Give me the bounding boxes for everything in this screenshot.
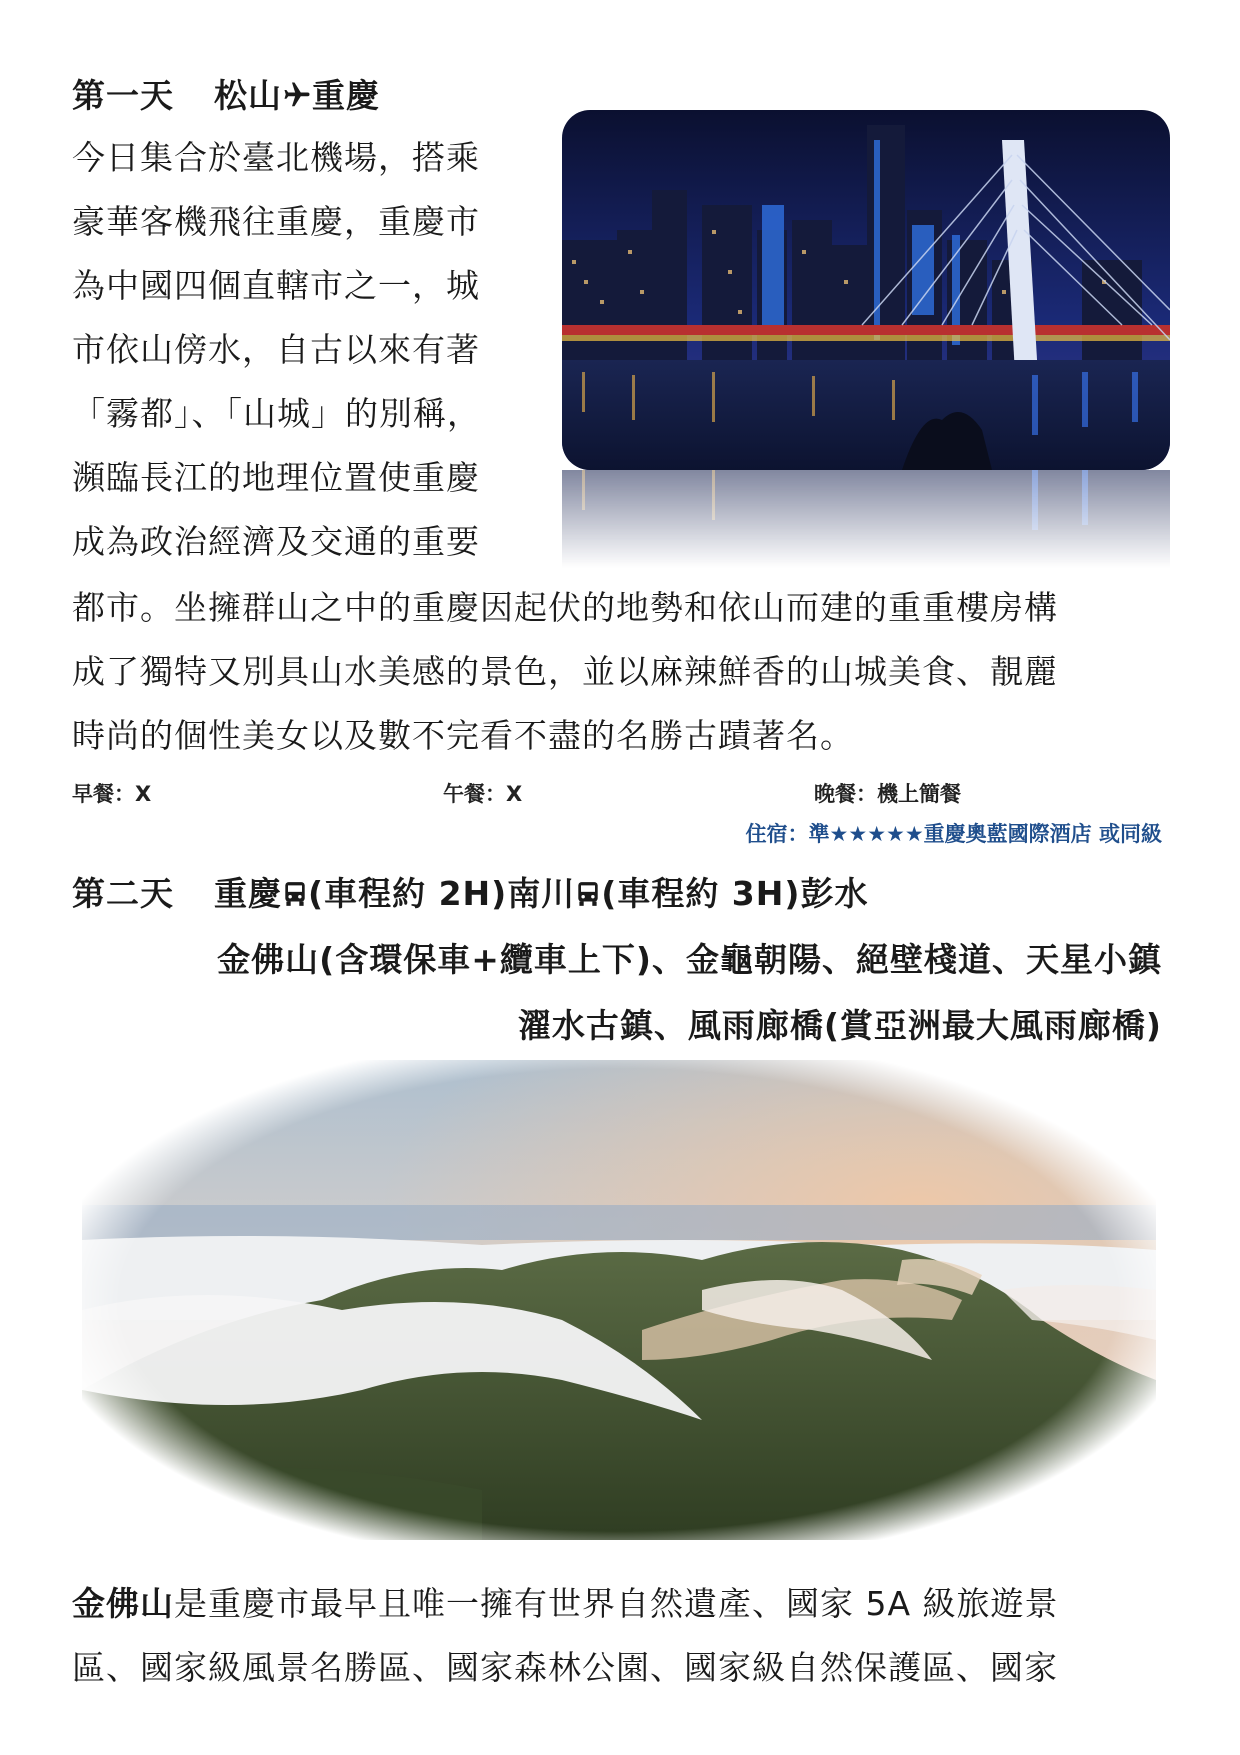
day2-route-seg1: 重慶: [214, 874, 282, 913]
mountain-sea-of-clouds-image: [82, 1060, 1156, 1540]
intro-line: 瀕臨長江的地理位置使重慶: [72, 458, 480, 497]
dinner-info: 晚餐：機上簡餐: [814, 782, 961, 806]
city-skyline-image: [562, 110, 1170, 470]
day1-intro-narrow: [72, 126, 542, 574]
breakfast-info: 早餐：X: [72, 782, 152, 806]
intro-line: 成了獨特又別具山水美感的景色，並以麻辣鮮香的山城美食、靚麗: [72, 652, 1058, 691]
hotel-info: 住宿：準★★★★★重慶奧藍國際酒店 或同級: [745, 822, 1162, 846]
desc-line: [72, 1572, 1182, 1636]
city-photo-reflection: [562, 470, 1170, 568]
intro-line: 都市。坐擁群山之中的重慶因起伏的地勢和依山而建的重重樓房構: [72, 588, 1058, 627]
day1-title: [72, 70, 380, 117]
lunch-info: 午餐：X: [443, 782, 523, 806]
chongqing-night-photo: [562, 110, 1170, 470]
day2-label: 第二天: [72, 874, 174, 913]
day2-description: [72, 1572, 1182, 1700]
jinfo-mountain-photo: [82, 1060, 1156, 1540]
intro-line: 成為政治經濟及交通的重要: [72, 522, 480, 561]
day2-highlights-line1: 金佛山(含環保車+纜車上下)、金龜朝陽、絕壁棧道、天星小鎮: [217, 940, 1162, 979]
desc-line: 區、國家級風景名勝區、國家森林公園、國家級自然保護區、國家: [72, 1648, 1058, 1687]
day2-highlights-line2: 濯水古鎮、風雨廊橋(賞亞洲最大風雨廊橋): [517, 1006, 1162, 1045]
airplane-icon: [282, 80, 312, 110]
day2-route-seg3: (車程約 3H)彭水: [601, 874, 869, 913]
bus-icon: [575, 880, 601, 908]
intro-line: 時尚的個性美女以及數不完看不盡的名勝古蹟著名。: [72, 716, 854, 755]
intro-line: 為中國四個直轄市之一，城: [72, 266, 480, 305]
day1-route-to: 重慶: [312, 76, 380, 115]
desc-line1-text: 是重慶市最早且唯一擁有世界自然遺產、國家 5A 級旅遊景: [174, 1584, 1059, 1623]
jinfo-mountain-name: 金佛山: [72, 1584, 174, 1623]
day2-route-seg2: (車程約 2H)南川: [308, 874, 576, 913]
day1-label: 第一天: [72, 76, 174, 115]
day1-route-from: 松山: [214, 76, 282, 115]
day2-title: [72, 868, 868, 915]
intro-line: 今日集合於臺北機場，搭乘: [72, 138, 480, 177]
bus-icon: [282, 880, 308, 908]
intro-line: 豪華客機飛往重慶，重慶市: [72, 202, 480, 241]
day1-intro-wide: [72, 576, 1182, 768]
intro-line: 市依山傍水，自古以來有著: [72, 330, 480, 369]
intro-line: 「霧都」、「山城」的別稱，: [72, 394, 481, 433]
